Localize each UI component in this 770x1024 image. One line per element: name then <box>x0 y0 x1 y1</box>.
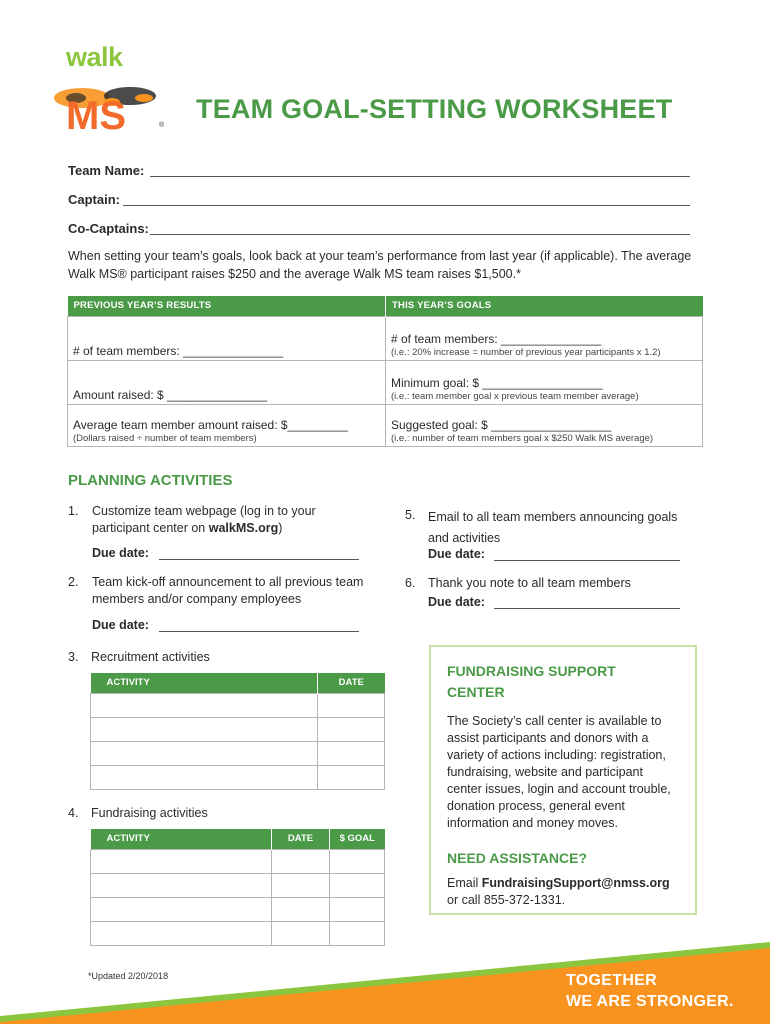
table-cell[interactable] <box>91 849 272 873</box>
due-date-field[interactable] <box>494 560 680 561</box>
table-cell[interactable] <box>330 897 385 921</box>
fundraising-header-activity: ACTIVITY <box>91 829 272 849</box>
table-cell[interactable] <box>272 897 330 921</box>
goal-team-members: # of team members: _______________ <box>391 331 602 346</box>
table-cell[interactable] <box>318 693 385 717</box>
captain-field[interactable] <box>123 205 690 206</box>
assist-heading: NEED ASSISTANCE? <box>447 850 588 866</box>
item-text-part: ) <box>278 521 283 535</box>
support-heading: FUNDRAISING SUPPORT CENTER <box>447 663 616 700</box>
item-text: and activities <box>428 531 501 545</box>
item-number: 4. <box>68 806 79 820</box>
item-text-part: participant center on <box>92 521 209 535</box>
due-date-label: Due date: <box>92 546 149 560</box>
table-cell[interactable] <box>272 873 330 897</box>
table-cell[interactable] <box>330 849 385 873</box>
intro-text: When setting your team’s goals, look back at your team’s performance from last year (if applicable). The average Walk MS® participant raises $250 and the average Walk MS team raises $1,500.* <box>68 249 692 281</box>
fundraising-table <box>90 829 385 946</box>
support-phone: or call 855-372-1331. <box>447 893 566 907</box>
footnote: *Updated 2/20/2018 <box>88 971 169 981</box>
table-cell[interactable] <box>272 849 330 873</box>
table-cell[interactable] <box>91 741 318 765</box>
support-body: The Society’s call center is available to assist participants and donors with a variety of actions including: registration, fundraising, website and participant center issues, login and account trouble, donation process, general event information and money moves. <box>447 714 671 830</box>
goals-cell[interactable] <box>386 316 703 360</box>
goals-cell[interactable] <box>68 360 386 404</box>
due-date-label: Due date: <box>428 547 485 561</box>
due-date-field[interactable] <box>159 559 359 560</box>
goals-cell[interactable] <box>68 404 386 446</box>
goals-cell[interactable] <box>386 404 703 446</box>
due-date-field[interactable] <box>159 631 359 632</box>
co-captains-label: Co-Captains: <box>68 221 149 236</box>
captain-label: Captain: <box>68 192 120 207</box>
table-cell[interactable] <box>91 873 272 897</box>
table-cell[interactable] <box>91 693 318 717</box>
planning-heading: PLANNING ACTIVITIES <box>68 472 233 489</box>
goal-minimum: Minimum goal: $ __________________ <box>391 375 603 390</box>
item-number: 2. <box>68 575 79 589</box>
table-cell[interactable] <box>91 897 272 921</box>
item-number: 3. <box>68 650 79 664</box>
team-name-label: Team Name: <box>68 163 145 178</box>
goals-cell[interactable] <box>386 360 703 404</box>
recruitment-header-activity: ACTIVITY <box>91 673 318 693</box>
fundraising-header-date: DATE <box>272 829 330 849</box>
goals-header-previous: PREVIOUS YEAR’S RESULTS <box>68 296 386 316</box>
goal-suggested-hint: (i.e.: number of team members goal x $250 Walk MS average) <box>391 432 654 444</box>
support-contact <box>447 875 679 909</box>
planning-item-5 <box>428 507 718 549</box>
due-date-field[interactable] <box>494 608 680 609</box>
table-cell[interactable] <box>330 873 385 897</box>
svg-text:MS: MS <box>66 94 126 132</box>
goal-team-members-hint: (i.e.: 20% increase = number of previous year participants x 1.2) <box>391 346 661 358</box>
walkms-link[interactable]: walkMS.org <box>208 521 279 535</box>
walk-ms-logo <box>52 76 172 132</box>
slogan-line-1: TOGETHER <box>566 972 658 989</box>
table-cell[interactable] <box>318 717 385 741</box>
item-number: 6. <box>405 576 416 590</box>
planning-item-2 <box>92 574 392 608</box>
logo-walk-text: walk <box>66 42 123 72</box>
due-date-label: Due date: <box>92 618 149 632</box>
logo-registered-mark: ® <box>159 122 165 129</box>
item-text <box>92 520 392 537</box>
support-email-link[interactable]: FundraisingSupport@nmss.org <box>481 876 670 890</box>
recruitment-table <box>90 673 385 790</box>
due-date-label: Due date: <box>428 595 485 609</box>
recruitment-header-date: DATE <box>318 673 385 693</box>
table-cell[interactable] <box>91 717 318 741</box>
table-cell[interactable] <box>318 741 385 765</box>
item-text: Email to all team members announcing goals <box>428 510 678 524</box>
table-cell[interactable] <box>318 765 385 789</box>
banner-slogan <box>566 970 734 1012</box>
prev-team-members: # of team members: _______________ <box>73 343 284 358</box>
item-number: 1. <box>68 504 79 518</box>
prev-amount-raised: Amount raised: $ _______________ <box>73 387 268 402</box>
email-label: Email <box>447 876 482 890</box>
goal-minimum-hint: (i.e.: team member goal x previous team member average) <box>391 390 639 402</box>
page-title: TEAM GOAL-SETTING WORKSHEET <box>196 94 673 124</box>
goals-header-this-year: THIS YEAR’S GOALS <box>386 296 703 316</box>
fundraising-header-goal: $ GOAL <box>330 829 385 849</box>
table-cell[interactable] <box>91 765 318 789</box>
fundraising-support-box <box>429 645 697 915</box>
item-text: members and/or company employees <box>92 592 302 606</box>
planning-item-6: Thank you note to all team members <box>428 576 631 590</box>
item-number: 5. <box>405 508 416 522</box>
team-name-field[interactable] <box>150 176 690 177</box>
planning-item-4: Fundraising activities <box>91 806 208 820</box>
item-text: Customize team webpage (log in to your <box>92 504 316 518</box>
planning-item-3: Recruitment activities <box>91 650 210 664</box>
co-captains-field[interactable] <box>150 234 690 235</box>
goals-table <box>67 296 703 447</box>
prev-average-hint: (Dollars raised ÷ number of team members) <box>73 432 257 444</box>
planning-item-1 <box>92 503 392 537</box>
goals-cell[interactable] <box>68 316 386 360</box>
slogan-line-2: WE ARE STRONGER. <box>566 993 734 1010</box>
goal-suggested: Suggested goal: $ __________________ <box>391 417 612 432</box>
item-text: Team kick-off announcement to all previous team <box>92 575 364 589</box>
prev-average-raised: Average team member amount raised: $_________ <box>73 417 348 432</box>
